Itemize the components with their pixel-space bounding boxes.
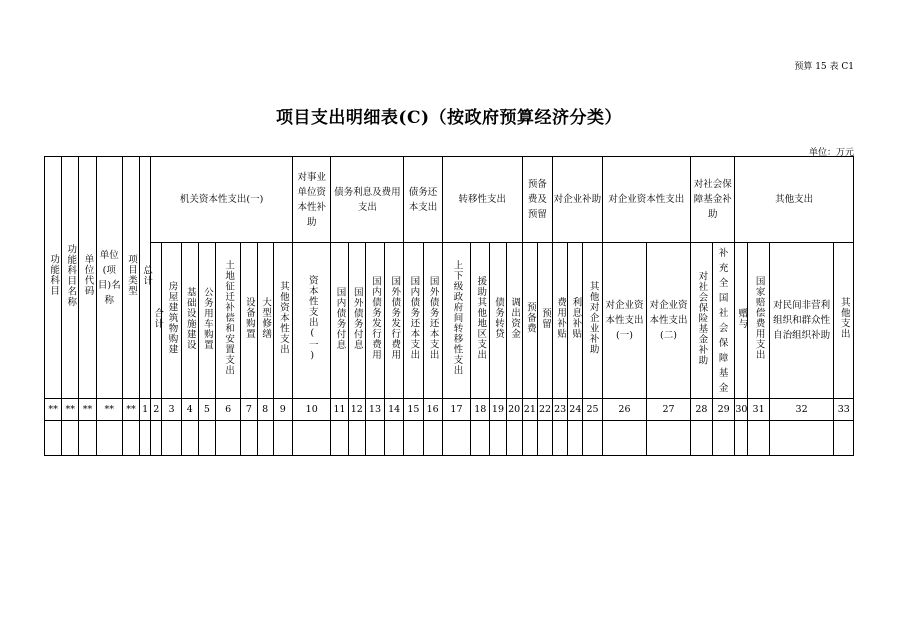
number-cell: 31 — [748, 399, 769, 421]
sub-domestic-debt-interest: 国内债务付息 — [331, 243, 348, 399]
sub-state-compensation: 国家赔偿费用支出 — [748, 243, 769, 399]
sub-other-capital: 其他资本性支出 — [273, 243, 292, 399]
form-code: 预算 15 表 C1 — [794, 62, 854, 72]
data-cell — [273, 421, 292, 456]
sub-other-expenditure: 其他支出 — [834, 243, 854, 399]
group-other-expenditure: 其他支出 — [735, 157, 854, 243]
number-cell: 27 — [647, 399, 691, 421]
number-cell: ** — [96, 399, 122, 421]
data-cell — [216, 421, 241, 456]
data-cell — [151, 421, 162, 456]
group-capital-subsidy-institutions: 对事业单位资本性补助 — [292, 157, 330, 243]
sub-enterprise-capital-2: 对企业资本性支出(二) — [647, 243, 691, 399]
data-cell — [834, 421, 854, 456]
number-cell: 15 — [404, 399, 423, 421]
data-cell — [348, 421, 365, 456]
sub-foreign-debt-principal: 国外债务还本支出 — [423, 243, 442, 399]
data-cell — [568, 421, 583, 456]
sub-total: 合计 — [151, 243, 162, 399]
data-cell — [45, 421, 62, 456]
sub-domestic-debt-issuance: 国内债务发行费用 — [365, 243, 384, 399]
data-cell — [647, 421, 691, 456]
number-cell: 5 — [198, 399, 215, 421]
data-cell — [257, 421, 273, 456]
group-debt-interest: 债务利息及费用支出 — [331, 157, 404, 243]
data-cell — [140, 421, 151, 456]
data-cell — [62, 421, 79, 456]
header-unit-code: 单位代码 — [79, 157, 96, 399]
data-cell — [735, 421, 748, 456]
sub-retained: 预留 — [537, 243, 552, 399]
sub-capital-expenditure-1: 资本性支出(一) — [292, 243, 330, 399]
sub-debt-onlending: 债务转贷 — [490, 243, 506, 399]
number-cell: 33 — [834, 399, 854, 421]
data-cell — [748, 421, 769, 456]
number-cell: 3 — [162, 399, 181, 421]
data-cell — [471, 421, 490, 456]
number-cell: 7 — [241, 399, 257, 421]
number-cell: 23 — [553, 399, 568, 421]
number-cell: 14 — [385, 399, 404, 421]
number-cell: 10 — [292, 399, 330, 421]
data-cell — [690, 421, 712, 456]
header-functional-subject: 功能科目 — [45, 157, 62, 399]
header-row-groups — [45, 157, 854, 243]
number-cell: 9 — [273, 399, 292, 421]
group-social-security-fund: 对社会保障基金补助 — [690, 157, 735, 243]
number-cell: 21 — [522, 399, 537, 421]
number-cell: 1 — [140, 399, 151, 421]
number-cell: 13 — [365, 399, 384, 421]
data-cell — [602, 421, 647, 456]
number-cell: 29 — [713, 399, 735, 421]
sub-enterprise-capital-1: 对企业资本性支出(一) — [602, 243, 647, 399]
group-debt-principal: 债务还本支出 — [404, 157, 442, 243]
data-cell — [442, 421, 470, 456]
data-cell — [181, 421, 198, 456]
data-cell — [537, 421, 552, 456]
sub-official-vehicles: 公务用车购置 — [198, 243, 215, 399]
group-capital-expenditure-1: 机关资本性支出(一) — [151, 157, 293, 243]
sub-equipment-purchase: 设备购置 — [241, 243, 257, 399]
sub-social-insurance-subsidy: 对社会保险基金补助 — [690, 243, 712, 399]
data-cell — [162, 421, 181, 456]
number-cell: 2 — [151, 399, 162, 421]
number-cell: ** — [62, 399, 79, 421]
sub-national-social-security: 补充全国社会保障基金 — [713, 243, 735, 399]
header-project-type: 项目类型 — [122, 157, 139, 399]
number-cell: 6 — [216, 399, 241, 421]
empty-data-row — [45, 421, 854, 456]
group-transfer-expenditure: 转移性支出 — [442, 157, 522, 243]
group-enterprise-subsidy: 对企业补助 — [553, 157, 603, 243]
number-cell: 11 — [331, 399, 348, 421]
number-cell: 26 — [602, 399, 647, 421]
number-cell: 32 — [769, 399, 834, 421]
number-cell: ** — [79, 399, 96, 421]
number-cell: 25 — [583, 399, 602, 421]
number-cell: 8 — [257, 399, 273, 421]
number-cell: 17 — [442, 399, 470, 421]
data-cell — [583, 421, 602, 456]
data-cell — [79, 421, 96, 456]
number-cell: 12 — [348, 399, 365, 421]
number-cell: ** — [45, 399, 62, 421]
data-cell — [331, 421, 348, 456]
sub-donation: 赠与 — [735, 243, 748, 399]
sub-infrastructure: 基础设施建设 — [181, 243, 198, 399]
sub-foreign-debt-issuance: 国外债务发行费用 — [385, 243, 404, 399]
sub-nonprofit-subsidy: 对民间非营利组织和群众性自治组织补助 — [769, 243, 834, 399]
number-cell: ** — [122, 399, 139, 421]
header-grand-total: 总计 — [140, 157, 151, 399]
header-functional-subject-name: 功能科目名称 — [62, 157, 79, 399]
data-cell — [292, 421, 330, 456]
unit-label: 单位：万元 — [808, 148, 854, 158]
number-cell: 22 — [537, 399, 552, 421]
number-cell: 20 — [506, 399, 522, 421]
data-cell — [122, 421, 139, 456]
column-number-row — [45, 399, 854, 421]
data-cell — [713, 421, 735, 456]
data-cell — [423, 421, 442, 456]
sub-domestic-debt-principal: 国内债务还本支出 — [404, 243, 423, 399]
header-row-subitems — [45, 243, 854, 399]
data-cell — [365, 421, 384, 456]
budget-table — [44, 156, 854, 456]
data-cell — [769, 421, 834, 456]
sub-intergovernmental-transfer: 上下级政府间转移性支出 — [442, 243, 470, 399]
sub-funds-transferred-out: 调出资金 — [506, 243, 522, 399]
data-cell — [241, 421, 257, 456]
sub-interest-subsidy: 利息补贴 — [568, 243, 583, 399]
data-cell — [198, 421, 215, 456]
sub-reserve-fund: 预备费 — [522, 243, 537, 399]
number-cell: 24 — [568, 399, 583, 421]
number-cell: 16 — [423, 399, 442, 421]
data-cell — [506, 421, 522, 456]
header-unit-name: 单位(项目)名称 — [96, 157, 122, 399]
sub-building-construction: 房屋建筑物购建 — [162, 243, 181, 399]
number-cell: 4 — [181, 399, 198, 421]
data-cell — [96, 421, 122, 456]
data-cell — [522, 421, 537, 456]
sub-aid-other-regions: 援助其他地区支出 — [471, 243, 490, 399]
number-cell: 30 — [735, 399, 748, 421]
sub-foreign-debt-interest: 国外债务付息 — [348, 243, 365, 399]
data-cell — [404, 421, 423, 456]
sub-major-repairs: 大型修缮 — [257, 243, 273, 399]
sub-other-enterprise-subsidy: 其他对企业补助 — [583, 243, 602, 399]
group-enterprise-capital: 对企业资本性支出 — [602, 157, 690, 243]
number-cell: 18 — [471, 399, 490, 421]
page-title: 项目支出明细表(C)（按政府预算经济分类） — [275, 108, 623, 128]
sub-land-compensation: 土地征迁补偿和安置支出 — [216, 243, 241, 399]
number-cell: 28 — [690, 399, 712, 421]
group-reserve: 预备费及预留 — [522, 157, 552, 243]
sub-expense-subsidy: 费用补贴 — [553, 243, 568, 399]
data-cell — [490, 421, 506, 456]
data-cell — [385, 421, 404, 456]
number-cell: 19 — [490, 399, 506, 421]
data-cell — [553, 421, 568, 456]
